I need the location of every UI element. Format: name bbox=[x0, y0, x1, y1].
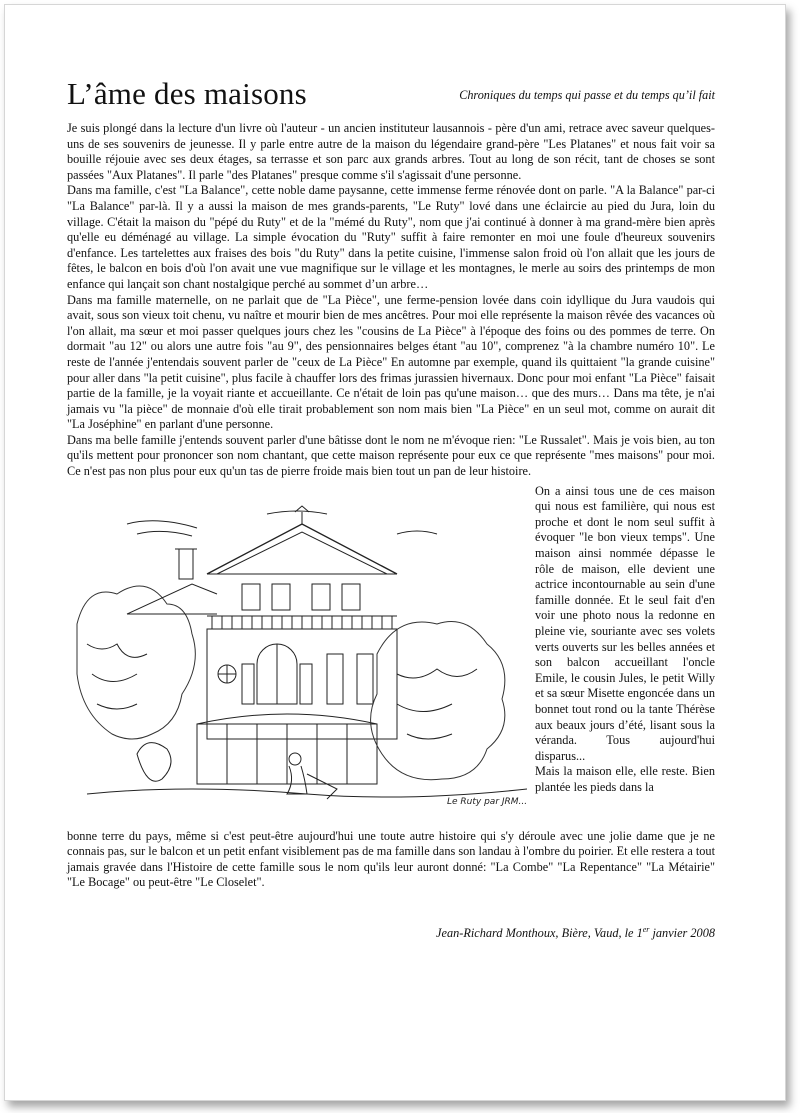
signature-text: Jean-Richard Monthoux, Bière, Vaud, le 1 bbox=[436, 926, 643, 941]
article-header bbox=[67, 67, 715, 109]
figure-row bbox=[67, 484, 715, 829]
closing-paragraph: bonne terre du pays, même si c'est peut-être aujourd'hui une toute autre histoire qui s'y déroule avec une jolie dame que je ne connais pas, sur le balcon et un petit enfant visiblement pas de ma famille dans son landau à l'ombre du poirier. Et elle restera a tout jamais gravée dans l'Histoire de cette famille sous le nom qu'ils leur auront donné: "La Combe" "La Repentance" "La Métairie" "Le Bocage" ou peut-être "Le Closelet". bbox=[67, 828, 715, 890]
signature-date: janvier 2008 bbox=[649, 926, 715, 941]
page-subtitle: Chroniques du temps qui passe et du temps qu’il fait bbox=[459, 88, 715, 102]
page-title: L’âme des maisons bbox=[67, 76, 307, 111]
paragraph: Dans ma belle famille j'entends souvent parler d'une bâtisse dont le nom ne m'évoque rien: "Le Russalet". Mais je vois bien, au ton qu'ils mettent pour prononcer son nom chantant, que cette maison représente pour eux ce que représente "mes maisons" pour moi. Ce n'est pas non plus pour eux qu'un tas de pierre froide mais bien tout un pan de leur histoire. bbox=[67, 432, 715, 479]
signature bbox=[67, 925, 715, 941]
paragraph: Dans ma famille, c'est "La Balance", cette noble dame paysanne, cette immense ferme rénovée dont on parle. "A la Balance" par-ci "La Balance" par-là. Il y a aussi la maison de mes grands-parents, "Le Ruty" lové dans une éclaircie au pied du Jura, loin du village. C'était la maison du "pépé du Ruty" et de la "mémé du Ruty", nom que j'ai continué à donner à ma grand-mère bien après qu'elle eu déménagé au village. La simple évocation du "Ruty" suffit à faire remonter en moi une foule d'heureux souvenirs d'enfance. Les tartelettes aux fraises des bois "du Ruty" dans la petite cuisine, l'immense salon froid où l'on allait que les jours de fêtes, le balcon en bois d'où l'on avait une vue magnifique sur le village et les montagnes, le merle au soirs des printemps de mon enfance qui lançait son chant nostalgique perché au sommet d’un arbre… bbox=[67, 183, 715, 291]
paragraph: On a ainsi tous une de ces maison qui nous est familière, qui nous est proche et dont le nom seul suffit à évoquer "le bon vieux temps". Une maison ainsi nommée dépasse le rôle de maison, elle devient une actrice incontournable au sein d'une famille donnée. Et le seul fait d'en voir une photo nous la redonne en pleine vie, souriante avec ses volets verts ouverts sur les belles années et son balcon accueillant l'oncle Emile, le cousin Jules, le petit Willy et sa sœur Misette engoncée dans un bonnet tout rond ou la tante Thérèse aux beaux jours d’été, lisant sous la véranda. Tous aujourd'hui disparus... bbox=[535, 483, 715, 763]
paragraph: Dans ma famille maternelle, on ne parlait que de "La Pièce", une ferme-pension lovée dans coin idyllique du Jura vaudois qui avait, sous son vieux toit chenu, vu naître et mourir bien de mes ancêtres. Pour moi elle représente la maison rêvée des vacances où l'on allait, ma sœur et moi passer quelques jours chez les "cousins de La Pièce" à l'époque des foins ou des pommes de terre. On dormait "au 12" ou alors une autre fois "au 9", des pensionnaires belges étant "au 10", comprenez "à la chambre numéro 10". Le reste de l'année j'entendais souvent parler de "ceux de La Pièce" En automne par exemple, quand ils quittaient "la grande cuisine" pour aller dans "la petit cuisine", plus facile à chauffer lors des frimas jurassien hivernaux. Donc pour moi enfant "La Pièce" faisait partie de la famille, je la voyait riante et accueillante. Ce n'était de loin pas qu'une maison… que des murs… Dans ma tête, je n'ai jamais vu "la pièce" de monnaie d'où elle tirait probablement son nom mais bien "La Pièce" en un seul mot, comme on aurait dit "La Joséphine" en parlant d'une personne. bbox=[67, 292, 715, 432]
page-sheet bbox=[4, 4, 786, 1101]
side-column bbox=[535, 484, 715, 829]
article-body bbox=[67, 121, 715, 480]
paragraph: Je suis plongé dans la lecture d'un livre où l'auteur - un ancien instituteur lausannois - père d'un ami, retrace avec saveur quelques-uns de ses souvenirs de jeunesse. Il y parle entre autre de la maison du légendaire grand-père "Les Platanes" et nous fait voir sa bouille réjouie avec ses deux étages, sa terrasse et son parc aux grands arbres. Tout au long de son récit, tant de choses se sont passées "Aux Platanes". Il parle "des Platanes" presque comme s'il s'agissait d'une personne. bbox=[67, 121, 715, 182]
house-drawing bbox=[67, 484, 527, 829]
signature-superscript: er bbox=[642, 925, 650, 935]
house-sketch-illustration bbox=[67, 504, 527, 824]
figure-caption: Le Ruty par JRM... bbox=[447, 796, 527, 807]
article bbox=[67, 67, 715, 941]
paragraph: Mais la maison elle, elle reste. Bien plantée les pieds dans la bbox=[535, 764, 715, 794]
